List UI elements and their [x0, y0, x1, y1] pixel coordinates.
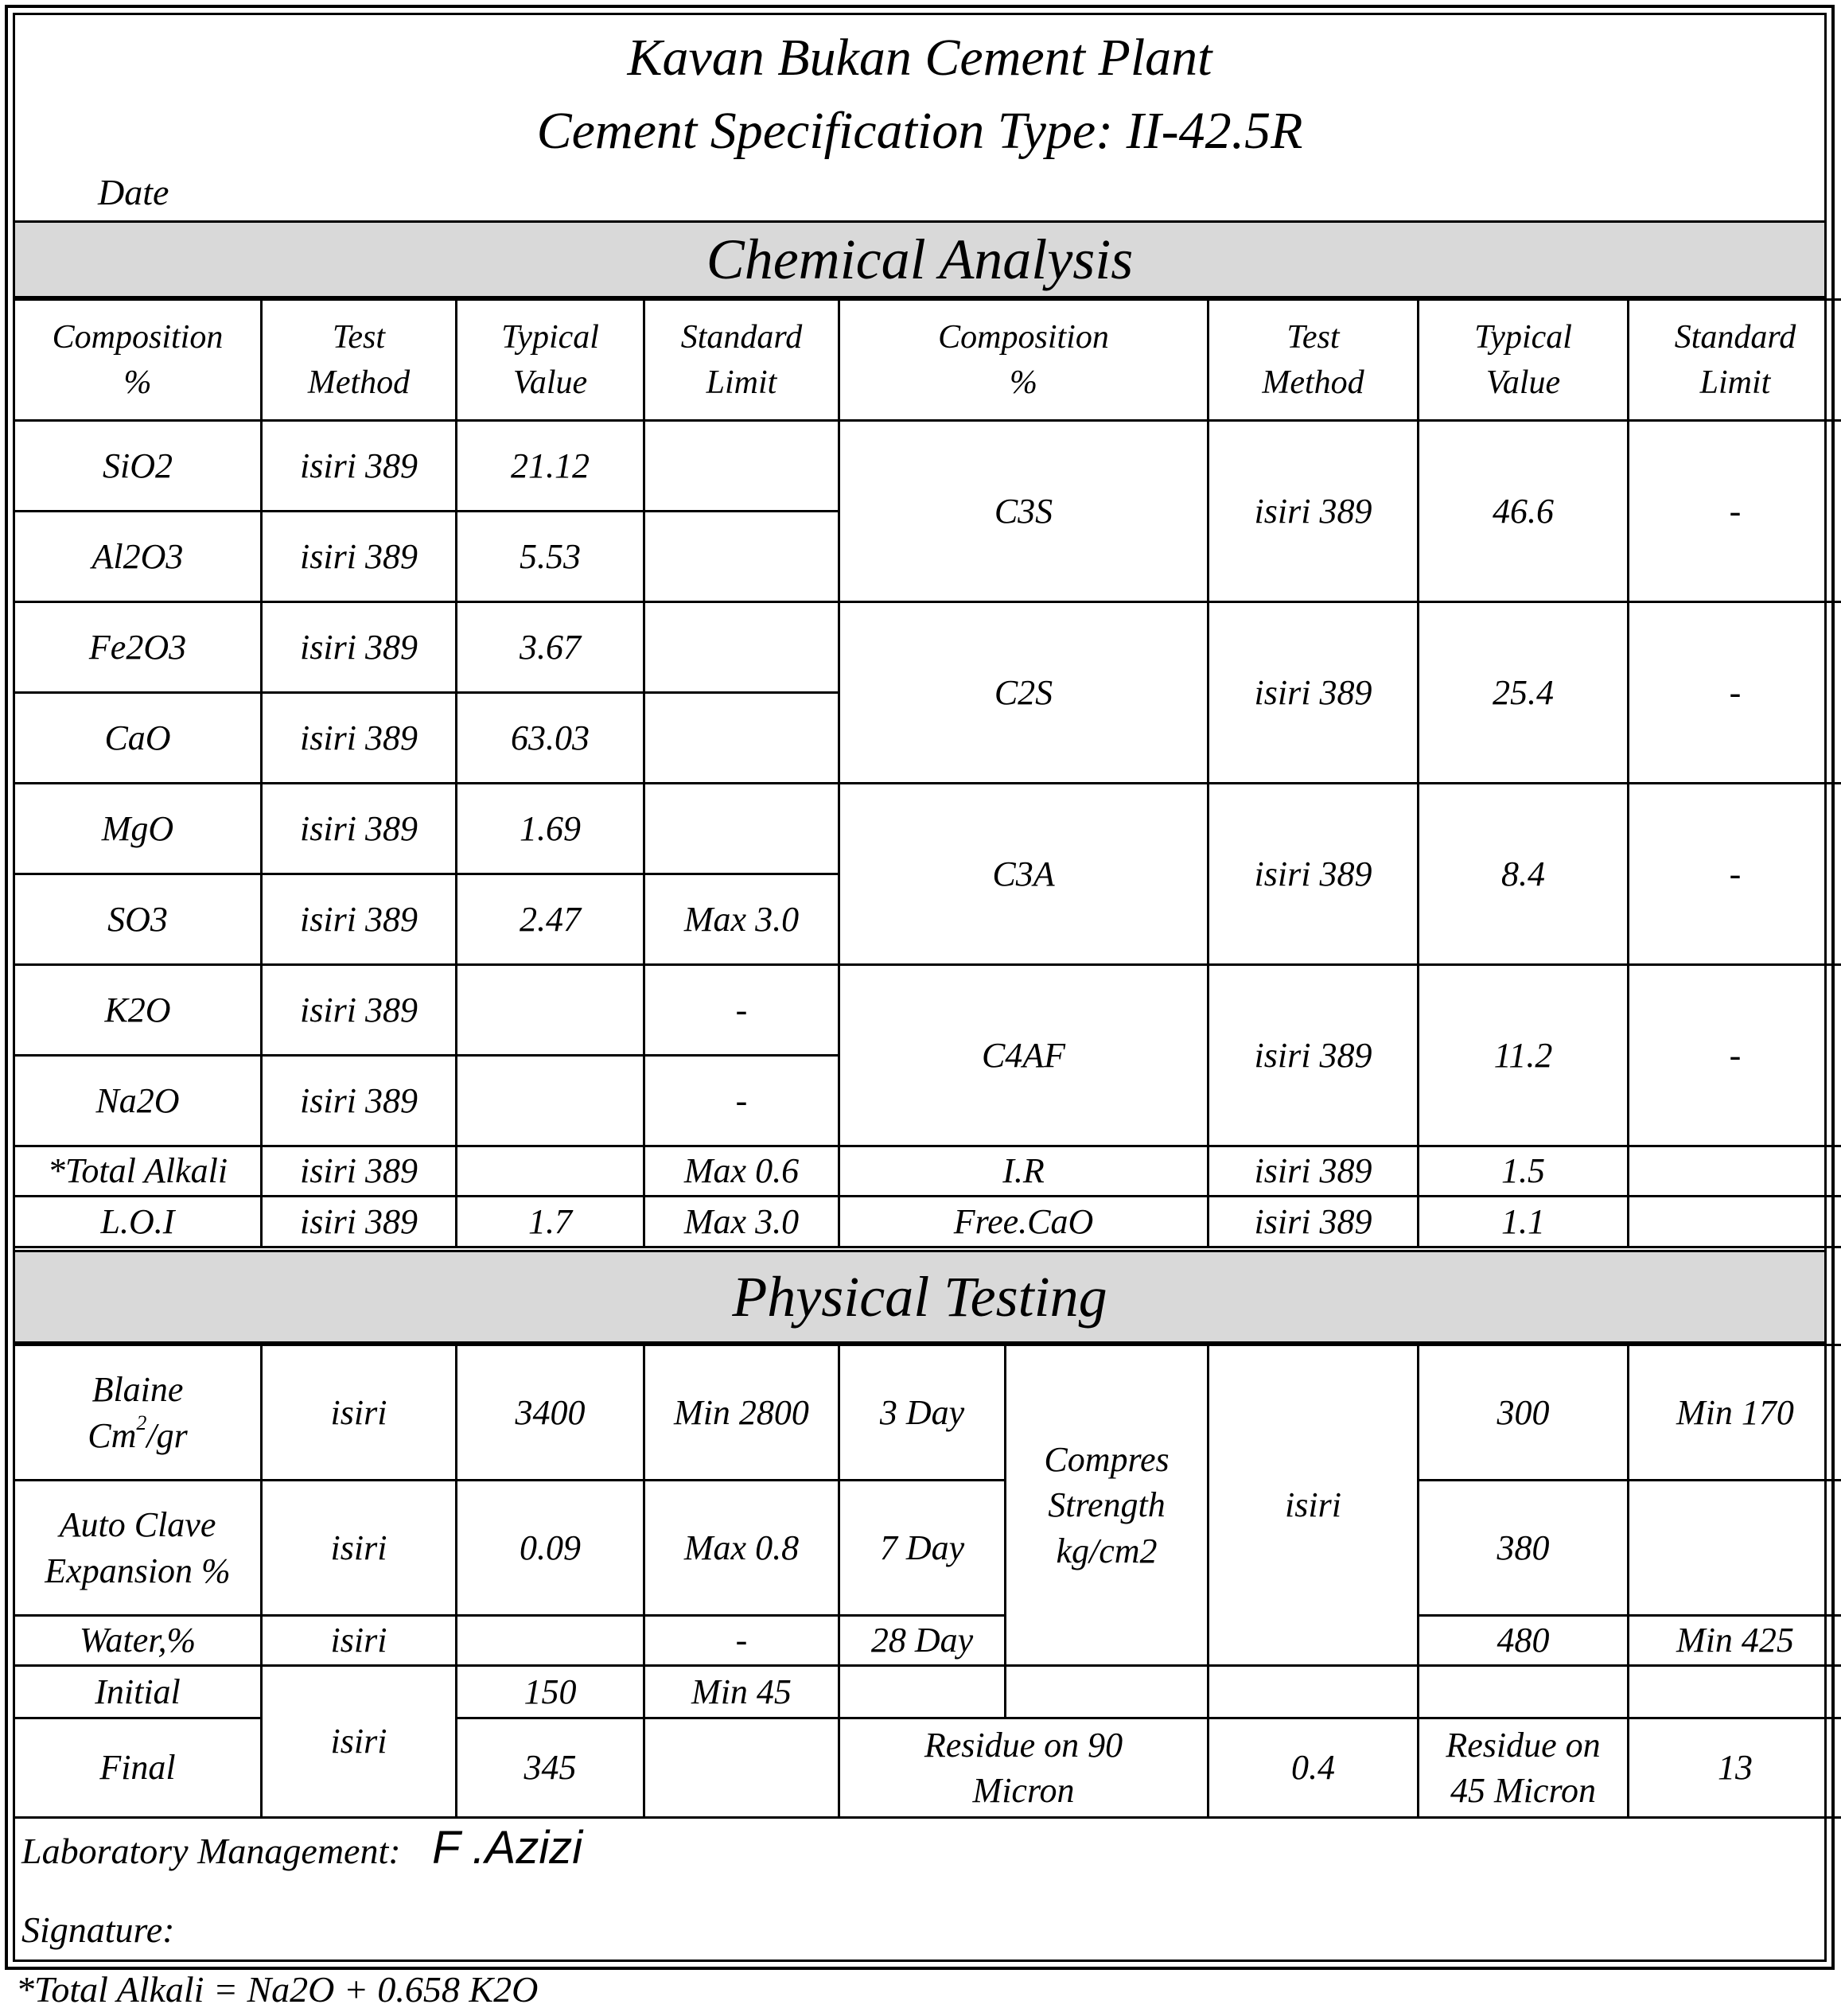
table-row — [14, 1616, 1841, 1666]
method-cell: isiri 389 — [1209, 602, 1419, 784]
method-cell: isiri 389 — [1209, 784, 1419, 965]
method-cell: isiri — [262, 1345, 457, 1481]
limit-cell: - — [1629, 421, 1841, 602]
composition-cell: Free.CaO — [839, 1197, 1209, 1247]
header-standard-limit-right — [1629, 300, 1841, 421]
limit-cell: Min 45 — [644, 1666, 839, 1718]
header-typical-value — [457, 300, 644, 421]
value-cell: 1.5 — [1419, 1146, 1629, 1197]
compres-label-3: kg/cm2 — [1056, 1531, 1158, 1570]
header-line: Standard — [1674, 318, 1796, 356]
value-cell: 0.4 — [1209, 1718, 1419, 1818]
value-cell: 63.03 — [457, 693, 644, 784]
table-row — [14, 1481, 1841, 1616]
header-standard-limit — [644, 300, 839, 421]
header-line: Typical — [501, 318, 599, 356]
lab-management-label: Laboratory Management: — [21, 1831, 401, 1871]
day-cell: 7 Day — [839, 1481, 1006, 1616]
lab-management-row — [21, 1821, 582, 1874]
value-cell: 13 — [1629, 1718, 1841, 1818]
header-line: Method — [307, 364, 411, 401]
residue-90-label-2: Micron — [972, 1771, 1075, 1810]
method-cell: isiri — [262, 1666, 457, 1818]
table-row — [14, 1146, 1841, 1197]
value-cell — [457, 1056, 644, 1146]
water-label-cell: Water,% — [14, 1616, 262, 1666]
residue-45-label-2: 45 Micron — [1450, 1771, 1596, 1810]
method-cell: isiri 389 — [262, 693, 457, 784]
blaine-label: Blaine — [91, 1370, 184, 1410]
composition-cell: C3S — [839, 421, 1209, 602]
header-line: Value — [1485, 364, 1561, 401]
limit-cell: Min 170 — [1629, 1345, 1841, 1481]
table-row — [14, 965, 1841, 1056]
composition-cell: Al2O3 — [14, 512, 262, 602]
compres-label-2: Strength — [1048, 1485, 1166, 1525]
chemical-analysis-title: Chemical Analysis — [15, 220, 1824, 298]
table-row — [14, 602, 1841, 693]
value-cell: 150 — [457, 1666, 644, 1718]
header-line: Test — [1286, 318, 1340, 356]
header-line: Method — [1262, 364, 1364, 401]
value-cell: 2.47 — [457, 874, 644, 965]
value-cell — [457, 1616, 644, 1666]
method-cell: isiri — [262, 1616, 457, 1666]
limit-cell: Min 425 — [1629, 1616, 1841, 1666]
header-test-method-right — [1209, 300, 1419, 421]
value-cell — [457, 1146, 644, 1197]
empty-cell — [1629, 1666, 1841, 1718]
value-cell: 345 — [457, 1718, 644, 1818]
composition-cell: C2S — [839, 602, 1209, 784]
value-cell: 8.4 — [1419, 784, 1629, 965]
composition-cell: CaO — [14, 693, 262, 784]
composition-cell: I.R — [839, 1146, 1209, 1197]
blaine-unit — [18, 1413, 257, 1458]
compres-label-1: Compres — [1044, 1440, 1170, 1480]
limit-cell — [644, 784, 839, 874]
composition-cell: *Total Alkali — [14, 1146, 262, 1197]
composition-cell: Na2O — [14, 1056, 262, 1146]
date-label: Date — [98, 172, 169, 212]
value-cell: 25.4 — [1419, 602, 1629, 784]
empty-cell — [1209, 1666, 1419, 1718]
header-line: Limit — [1699, 364, 1771, 401]
composition-cell: K2O — [14, 965, 262, 1056]
composition-cell: SiO2 — [14, 421, 262, 512]
initial-label-cell: Initial — [14, 1666, 262, 1718]
header-test-method — [262, 300, 457, 421]
chemical-analysis-table — [13, 298, 1841, 1248]
limit-cell: Max 3.0 — [644, 874, 839, 965]
method-cell: isiri 389 — [262, 874, 457, 965]
residue-90-label-cell — [839, 1718, 1209, 1818]
composition-cell: Fe2O3 — [14, 602, 262, 693]
residue-90-label-1: Residue on 90 — [924, 1725, 1123, 1765]
limit-cell — [644, 602, 839, 693]
limit-cell: - — [644, 965, 839, 1056]
residue-45-label-1: Residue on — [1446, 1725, 1601, 1765]
limit-cell: - — [1629, 965, 1841, 1146]
method-cell: isiri 389 — [262, 512, 457, 602]
method-cell: isiri 389 — [1209, 965, 1419, 1146]
autoclave-label-1: Auto Clave — [59, 1505, 216, 1545]
table-row — [14, 1666, 1841, 1718]
header-line: Test — [332, 318, 386, 356]
method-cell: isiri 389 — [1209, 1197, 1419, 1247]
value-cell: 1.7 — [457, 1197, 644, 1247]
header-line: Composition — [938, 318, 1109, 356]
autoclave-label-cell — [14, 1481, 262, 1616]
limit-cell — [644, 421, 839, 512]
limit-cell: Max 0.8 — [644, 1481, 839, 1616]
value-cell: 380 — [1419, 1481, 1629, 1616]
plant-title: Kavan Bukan Cement Plant — [627, 29, 1212, 87]
table-row — [14, 1197, 1841, 1247]
limit-cell: - — [1629, 602, 1841, 784]
method-cell: isiri — [262, 1481, 457, 1616]
total-alkali-note: *Total Alkali = Na2O + 0.658 K2O — [16, 1969, 539, 2010]
value-cell: 480 — [1419, 1616, 1629, 1666]
header-line: Value — [512, 364, 588, 401]
composition-cell: MgO — [14, 784, 262, 874]
limit-cell — [1629, 1481, 1841, 1616]
value-cell: 3400 — [457, 1345, 644, 1481]
header-composition-right — [839, 300, 1209, 421]
value-cell: 11.2 — [1419, 965, 1629, 1146]
header-line: Typical — [1474, 318, 1572, 356]
empty-cell — [1419, 1666, 1629, 1718]
limit-cell: Min 2800 — [644, 1345, 839, 1481]
header-composition — [14, 300, 262, 421]
value-cell — [457, 965, 644, 1056]
empty-cell — [1006, 1666, 1209, 1718]
table-row — [14, 421, 1841, 512]
method-cell: isiri 389 — [262, 784, 457, 874]
value-cell: 0.09 — [457, 1481, 644, 1616]
day-cell: 3 Day — [839, 1345, 1006, 1481]
autoclave-label-2: Expansion % — [45, 1551, 231, 1590]
compres-strength-label-cell — [1006, 1345, 1209, 1666]
value-cell: 5.53 — [457, 512, 644, 602]
header-line: % — [123, 364, 152, 401]
value-cell: 1.1 — [1419, 1197, 1629, 1247]
method-cell: isiri 389 — [262, 1197, 457, 1247]
residue-45-label-cell — [1419, 1718, 1629, 1818]
header-line: Standard — [680, 318, 803, 356]
method-cell: isiri 389 — [1209, 421, 1419, 602]
lab-management-name: F .Azizi — [432, 1822, 583, 1874]
value-cell: 1.69 — [457, 784, 644, 874]
final-label-cell: Final — [14, 1718, 262, 1818]
value-cell: 300 — [1419, 1345, 1629, 1481]
composition-cell: C4AF — [839, 965, 1209, 1146]
method-cell: isiri 389 — [262, 965, 457, 1056]
signature-label: Signature: — [21, 1909, 175, 1950]
method-cell: isiri 389 — [262, 602, 457, 693]
header-typical-value-right — [1419, 300, 1629, 421]
table-row — [14, 1345, 1841, 1481]
limit-cell: - — [644, 1616, 839, 1666]
value-cell: 3.67 — [457, 602, 644, 693]
limit-cell: - — [644, 1056, 839, 1146]
method-cell: isiri 389 — [262, 421, 457, 512]
blaine-unit-sup: 2 — [136, 1411, 147, 1434]
limit-cell — [644, 1718, 839, 1818]
limit-cell — [1629, 1146, 1841, 1197]
limit-cell: - — [1629, 784, 1841, 965]
blaine-unit-base: Cm — [88, 1415, 137, 1455]
limit-cell — [644, 512, 839, 602]
value-cell: 21.12 — [457, 421, 644, 512]
header-line: Limit — [706, 364, 777, 401]
chemical-header-row — [14, 300, 1841, 421]
value-cell: 46.6 — [1419, 421, 1629, 602]
limit-cell: Max 0.6 — [644, 1146, 839, 1197]
limit-cell — [1629, 1197, 1841, 1247]
blaine-unit-tail: /gr — [146, 1415, 188, 1455]
composition-cell: C3A — [839, 784, 1209, 965]
physical-testing-table — [13, 1344, 1841, 1819]
document-inner-frame — [13, 13, 1827, 1962]
blaine-label-cell — [14, 1345, 262, 1481]
document-frame — [5, 5, 1835, 1970]
method-cell: isiri — [1209, 1345, 1419, 1666]
table-row — [14, 784, 1841, 874]
spec-title: Cement Specification Type: II-42.5R — [536, 102, 1303, 160]
composition-cell: SO3 — [14, 874, 262, 965]
empty-cell — [839, 1666, 1006, 1718]
method-cell: isiri 389 — [262, 1146, 457, 1197]
method-cell: isiri 389 — [262, 1056, 457, 1146]
method-cell: isiri 389 — [1209, 1146, 1419, 1197]
day-cell: 28 Day — [839, 1616, 1006, 1666]
physical-testing-title: Physical Testing — [15, 1250, 1824, 1344]
header-line: Composition — [52, 318, 224, 356]
composition-cell: L.O.I — [14, 1197, 262, 1247]
header-line: % — [1010, 364, 1037, 401]
limit-cell — [644, 693, 839, 784]
limit-cell: Max 3.0 — [644, 1197, 839, 1247]
